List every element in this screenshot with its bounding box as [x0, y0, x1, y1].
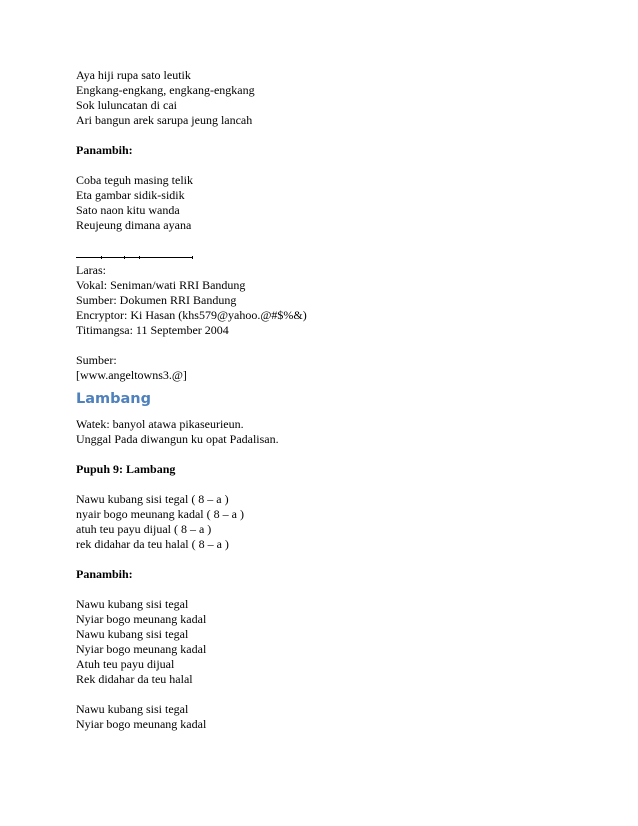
- panambih-label-2: Panambih:: [76, 567, 133, 581]
- credits-laras: Laras:: [76, 263, 106, 277]
- stanza4-line-5: Atuh teu payu dijual: [76, 657, 175, 671]
- credits-encryptor: Encryptor: Ki Hasan (khs579@yahoo.@#$%&): [76, 308, 307, 322]
- spacer: [76, 687, 576, 702]
- stanza1-line-2: Engkang-engkang, engkang-engkang: [76, 83, 255, 97]
- stanza4-line-6: Rek didahar da teu halal: [76, 672, 193, 686]
- spacer: [76, 338, 576, 353]
- source-url: [www.angeltowns3.@]: [76, 368, 187, 382]
- stanza2-line-4: Reujeung dimana ayana: [76, 218, 192, 232]
- stanza3-line-1: Nawu kubang sisi tegal ( 8 – a ): [76, 492, 229, 506]
- spacer: [76, 552, 576, 567]
- stanza4-line-3: Nawu kubang sisi tegal: [76, 627, 189, 641]
- stanza4-line-4: Nyiar bogo meunang kadal: [76, 642, 207, 656]
- stanza4-line-1: Nawu kubang sisi tegal: [76, 597, 189, 611]
- spacer: [76, 158, 576, 173]
- pupuh-title: Pupuh 9: Lambang: [76, 462, 176, 476]
- stanza2-line-2: Eta gambar sidik-sidik: [76, 188, 185, 202]
- spacer: [76, 233, 576, 248]
- spacer: [76, 477, 576, 492]
- description-line-2: Unggal Pada diwangun ku opat Padalisan.: [76, 432, 279, 446]
- credits-titimangsa: Titimangsa: 11 September 2004: [76, 323, 229, 337]
- panambih-label-1: Panambih:: [76, 143, 133, 157]
- stanza2-line-3: Sato naon kitu wanda: [76, 203, 180, 217]
- stanza4-line-2: Nyiar bogo meunang kadal: [76, 612, 207, 626]
- section-heading-lambang: Lambang: [76, 391, 151, 407]
- source-label: Sumber:: [76, 353, 117, 367]
- stanza1-line-4: Ari bangun arek sarupa jeung lancah: [76, 113, 253, 127]
- stanza1-line-3: Sok luluncatan di cai: [76, 98, 177, 112]
- stanza5-line-2: Nyiar bogo meunang kadal: [76, 717, 207, 731]
- document-page: [76, 68, 576, 732]
- stanza3-line-2: nyair bogo meunang kadal ( 8 – a ): [76, 507, 244, 521]
- separator-rule: [76, 248, 576, 263]
- stanza1-line-1: Aya hiji rupa sato leutik: [76, 68, 191, 82]
- description-line-1: Watek: banyol atawa pikaseurieun.: [76, 417, 244, 431]
- stanza3-line-4: rek didahar da teu halal ( 8 – a ): [76, 537, 229, 551]
- stanza2-line-1: Coba teguh masing telik: [76, 173, 193, 187]
- spacer: [76, 447, 576, 462]
- credits-sumber: Sumber: Dokumen RRI Bandung: [76, 293, 237, 307]
- stanza5-line-1: Nawu kubang sisi tegal: [76, 702, 189, 716]
- credits-vokal: Vokal: Seniman/wati RRI Bandung: [76, 278, 246, 292]
- stanza3-line-3: atuh teu payu dijual ( 8 – a ): [76, 522, 212, 536]
- spacer: [76, 128, 576, 143]
- spacer: [76, 582, 576, 597]
